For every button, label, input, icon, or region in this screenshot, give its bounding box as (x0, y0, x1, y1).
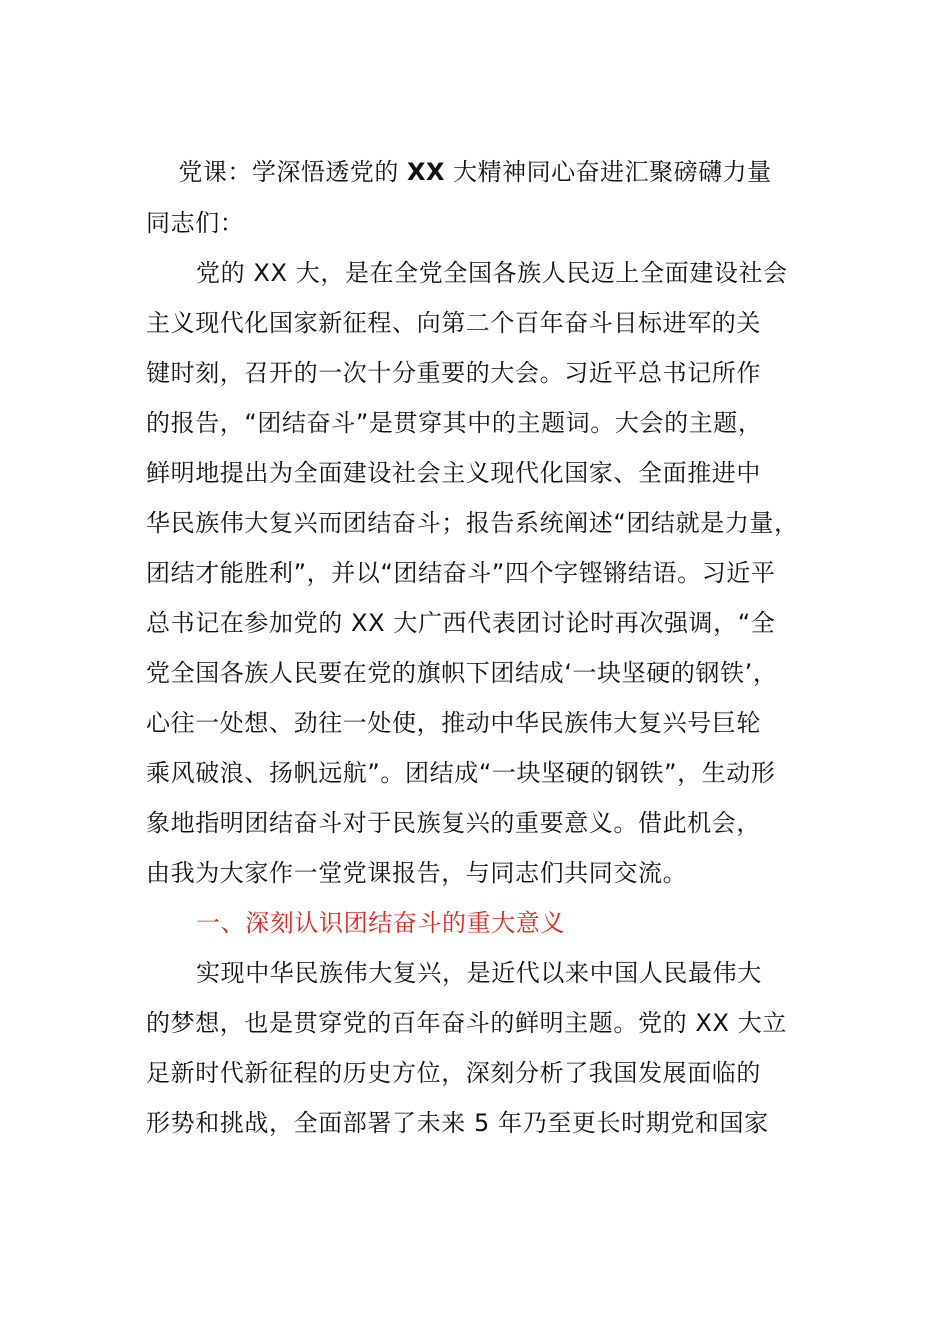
paragraph2-line: 实现中华民族伟大复兴，是近代以来中国人民最伟大 (196, 959, 762, 987)
paragraph1-line: 党的 XX 大，是在全党全国各族人民迈上全面建设社会 (196, 259, 788, 287)
paragraph1-line: 主义现代化国家新征程、向第二个百年奋斗目标进军的关 (146, 309, 761, 337)
document-title (0, 152, 950, 192)
paragraph1-line: 团结才能胜利”，并以“团结奋斗”四个字铿锵结语。习近平 (146, 559, 776, 587)
paragraph1-line: 键时刻，召开的一次十分重要的大会。习近平总书记所作 (146, 359, 761, 387)
paragraph1-line: 的报告，“团结奋斗”是贯穿其中的主题词。大会的主题， (146, 409, 763, 437)
paragraph2-line: 的梦想，也是贯穿党的百年奋斗的鲜明主题。党的 XX 大立 (146, 1009, 787, 1037)
paragraph1-line: 总书记在参加党的 XX 大广西代表团讨论时再次强调，“全 (146, 609, 776, 637)
paragraph1-line: 乘风破浪、扬帆远航”。团结成“一块坚硬的钢铁”，生动形 (146, 759, 776, 787)
title-suffix: 大精神同心奋进汇聚磅礴力量 (453, 158, 772, 186)
document-body (146, 198, 816, 1148)
salutation: 同志们： (146, 209, 245, 237)
title-prefix: 党课：学深悟透党的 (178, 158, 399, 186)
section-heading: 一、深刻认识团结奋斗的重大意义 (196, 909, 565, 937)
paragraph1-line: 鲜明地提出为全面建设社会主义现代化国家、全面推进中 (146, 459, 761, 487)
paragraph2-line: 形势和挑战，全面部署了未来 5 年乃至更长时期党和国家 (146, 1109, 769, 1137)
paragraph1-line: 华民族伟大复兴而团结奋斗；报告系统阐述“团结就是力量， (146, 509, 799, 537)
paragraph1-line: 象地指明团结奋斗对于民族复兴的重要意义。借此机会， (146, 809, 761, 837)
paragraph2-line: 足新时代新征程的历史方位，深刻分析了我国发展面临的 (146, 1059, 761, 1087)
title-bold: XX (406, 158, 445, 186)
paragraph1-line: 党全国各族人民要在党的旗帜下团结成‘一块坚硬的钢铁’， (146, 659, 778, 687)
paragraph1-line: 心往一处想、劲往一处使，推动中华民族伟大复兴号巨轮 (146, 709, 761, 737)
paragraph1-line: 由我为大家作一堂党课报告，与同志们共同交流。 (146, 859, 688, 887)
